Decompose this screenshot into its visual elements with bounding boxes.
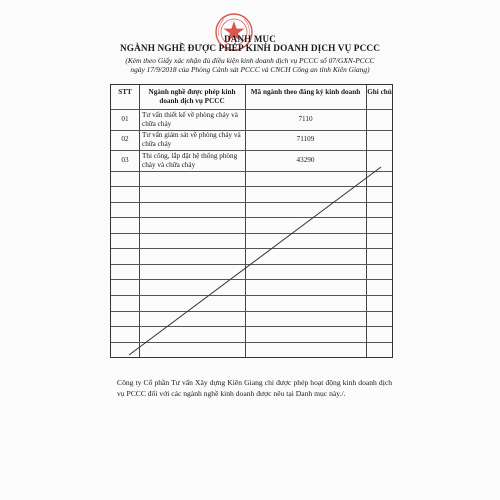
row3-ma: 43290 [296,156,315,164]
header-ma-nganh: Mã ngành theo đăng ký kinh doanh [250,88,361,96]
row3-stt: 03 [121,156,129,164]
row2-nganh: Tư vấn giám sát về phòng cháy và chữa cháy [142,131,241,148]
row2-stt: 02 [121,135,129,143]
header-ghi-chu: Ghi chú [367,88,392,96]
row2-ma: 71109 [296,135,315,143]
document-heading: NGÀNH NGHỀ ĐƯỢC PHÉP KINH DOANH DỊCH VỤ PCCC [119,44,381,54]
header-nganh-nghe: Ngành nghề được phép kinh doanh dịch vụ PCCC [148,88,236,105]
row1-stt: 01 [121,115,129,123]
document-subtitle-line1: (Kèm theo Giấy xác nhận đủ điều kiện kinh doanh dịch vụ PCCC số 07/GXN-PCCC [125,56,375,65]
document-title: DANH MỤC [224,34,276,44]
header-stt: STT [118,88,132,96]
row3-nganh: Thi công, lắp đặt hệ thống phòng cháy và chữa cháy [142,152,238,169]
document-subtitle-line2: ngày 17/9/2018 của Phòng Cảnh sát PCCC và CNCH Công an tỉnh Kiên Giang) [130,65,370,74]
cross-out-line [111,85,394,359]
footer-note: Công ty Cổ phần Tư vấn Xây dựng Kiên Giang chỉ được phép hoạt động kinh doanh dịch vụ PCCC đối với các ngành nghề kinh doanh được nêu tại Danh mục này./. [117,378,392,398]
row1-ma: 7110 [298,115,313,123]
row1-nganh: Tư vấn thiết kế về phòng cháy và chữa cháy [142,111,238,128]
business-lines-table [110,84,393,358]
